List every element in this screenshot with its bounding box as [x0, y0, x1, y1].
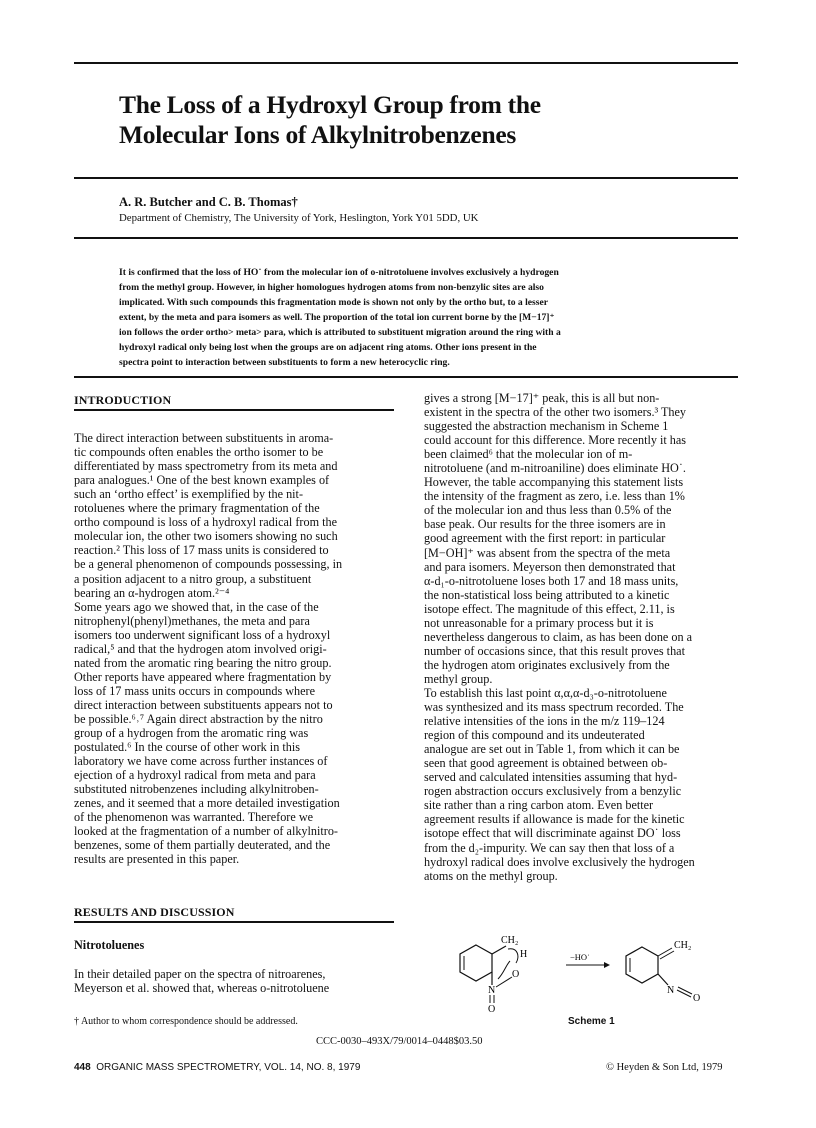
right-column-line: not unreasonable for a primary process but it is [424, 615, 654, 630]
right-column-line: atoms on the methyl group. [424, 868, 558, 883]
right-column-line: good agreement with the first report: in particular [424, 531, 666, 546]
introduction-heading: INTRODUCTION [74, 393, 172, 407]
right-column-line: the hydrogen atom originates exclusively from the [424, 657, 670, 672]
introduction-line: Other reports have appeared where fragmentation by [74, 669, 332, 684]
introduction-line: group of a hydrogen from the aromatic ring was [74, 726, 309, 741]
introduction-section [74, 393, 394, 867]
journal-citation: ORGANIC MASS SPECTROMETRY, VOL. 14, NO. 8, 1979 [96, 1062, 361, 1073]
introduction-line: loss of 17 mass units occurs in compounds where [74, 683, 316, 698]
reaction-arrow-label: −HO˙ [570, 952, 590, 962]
right-column-line: base peak. Our results for the three isomers are in [424, 517, 666, 532]
right-column-line: been claimed⁶ that the molecular ion of m- [424, 447, 633, 462]
left-ch2-label: CH₂ [501, 935, 519, 946]
footnote: † Author to whom correspondence should be addressed. [74, 1016, 298, 1027]
title-line-1: The Loss of a Hydroxyl Group from the [119, 90, 541, 119]
introduction-line: ortho compound is loss of a hydroxyl radical from the [74, 515, 337, 530]
right-column-line: isotope effect that will discriminate against DO˙ loss [424, 826, 681, 841]
right-column-line: nevertheless dangerous to claim, as has been done on a [424, 629, 693, 644]
introduction-line: ejection of a hydroxyl radical from meta and para [74, 768, 316, 783]
right-n-label: N [667, 985, 675, 996]
right-column-line: α-d₁-o-nitrotoluene loses both 17 and 18 mass units, [424, 573, 679, 588]
top-rule [74, 62, 738, 64]
right-column-line: was synthesized and its mass spectrum recorded. The [424, 700, 684, 715]
right-column-line: number of occasions since, that this result proves that [424, 643, 685, 658]
abstract-line: ion follows the order ortho> meta> para, which is attributed to substituent migration around the ring with a [119, 327, 561, 338]
right-column-line: seen that good agreement is obtained between ob- [424, 756, 668, 771]
introduction-line: results are presented in this paper. [74, 852, 240, 867]
introduction-line: radical,⁵ and that the hydrogen atom involved origi- [74, 641, 327, 656]
right-column-text [424, 391, 744, 883]
introduction-line: a position adjacent to a nitro group, a substituent [74, 571, 312, 586]
right-n-bond [658, 974, 668, 985]
abstract-line: hydroxyl radical only being lost when the groups are on adjacent ring atoms. Other ions present in the [119, 342, 537, 353]
n-atom-label: N [488, 985, 496, 996]
introduction-line: benzenes, some of them partially deuterated, and the [74, 838, 331, 853]
right-column-line: rogen abstraction occurs exclusively from a benzylic [424, 784, 682, 799]
right-ch2-double-bond-1 [658, 948, 672, 956]
abstract-line: from the methyl group. However, in higher homologues hydrogen atoms from non-benzylic sites are also [119, 282, 544, 293]
introduction-line: bearing an α-hydrogen atom.²⁻⁴ [74, 585, 230, 600]
right-column-line: However, the table accompanying this statement lists [424, 475, 684, 490]
right-column-line: hydroxyl radical does involve exclusively the hydrogen [424, 854, 695, 869]
right-column-line: analogue are set out in Table 1, from which it can be [424, 742, 680, 757]
introduction-line: nated from the aromatic ring bearing the nitro group. [74, 655, 332, 670]
abstract-line: implicated. With such compounds this fragmentation mode is shown not only by the ortho but, to a lesser [119, 297, 549, 308]
abstract-line: extent, by the meta and para isomers as well. The proportion of the total ion current borne by the [M−17]⁺ [119, 312, 555, 323]
right-ch2-double-bond-2 [660, 951, 674, 959]
introduction-line: nitrophenyl(phenyl)methanes, the meta and para [74, 613, 310, 628]
introduction-line: Some years ago we showed that, in the case of the [74, 599, 319, 614]
results-line: In their detailed paper on the spectra of nitroarenes, [74, 967, 326, 982]
introduction-line: tic compounds often enables the ortho isomer to be [74, 445, 324, 460]
left-ch2-bond [492, 946, 506, 954]
right-column-line: gives a strong [M−17]⁺ peak, this is all but non- [424, 391, 660, 405]
introduction-line: isomers too underwent significant loss of a hydroxyl [74, 627, 331, 642]
introduction-line: be a general phenomenon of compounds possessing, in [74, 557, 343, 572]
n-o-arrow [498, 961, 510, 979]
authors: A. R. Butcher and C. B. Thomas† [119, 195, 298, 209]
affiliation-rule [74, 237, 738, 239]
abstract-line: spectra point to interaction between substituents to form a new heterocyclic ring. [119, 357, 450, 368]
h-atom-label: H [520, 949, 528, 960]
right-column-line: the non-statistical loss being attributed to a kinetic [424, 587, 670, 602]
right-o-label: O [693, 993, 701, 1004]
right-column-line: existent in the spectra of the other two isomers.³ They [424, 405, 687, 420]
right-column-line: isotope effect. The magnitude of this effect, 2.11, is [424, 601, 675, 616]
o-bottom-label: O [488, 1004, 496, 1013]
right-column-line: To establish this last point α,α,α-d₃-o-nitrotoluene [424, 685, 667, 700]
affiliation: Department of Chemistry, The University of York, Heslington, York Y01 5DD, UK [119, 212, 479, 224]
scheme-1-diagram [446, 929, 736, 1013]
right-ring [626, 947, 658, 983]
paper-title [119, 90, 719, 150]
copyright: © Heyden & Son Ltd, 1979 [606, 1062, 723, 1073]
right-column-line: region of this compound and its undeuterated [424, 728, 645, 743]
introduction-line: rotoluenes where the primary fragmentation of the [74, 501, 320, 516]
right-column-line: served and calculated intensities assuming that hyd- [424, 770, 678, 785]
reaction-arrowhead [604, 962, 610, 968]
right-column-line: methyl group. [424, 671, 493, 686]
introduction-line: of the phenomenon was warranted. Therefore we [74, 810, 314, 825]
right-column-line: and para isomers. Meyerson then demonstrated that [424, 559, 676, 574]
right-ch2-label: CH₂ [674, 940, 692, 951]
introduction-line: reaction.² This loss of 17 mass units is considered to [74, 543, 329, 558]
right-column-body [424, 391, 744, 883]
results-line: Meyerson et al. showed that, whereas o-nitrotoluene [74, 981, 330, 996]
left-benzene-ring [460, 945, 492, 981]
title-line-2: Molecular Ions of Alkylnitrobenzenes [119, 120, 516, 149]
introduction-line: looked at the fragmentation of a number of alkylnitro- [74, 824, 338, 839]
results-section [74, 905, 394, 995]
right-column-line: relative intensities of the ions in the m/z 119–124 [424, 714, 665, 729]
introduction-line: such an ‘ortho effect’ is exemplified by the nit- [74, 487, 304, 502]
page-number: 448 [74, 1062, 91, 1073]
scheme-label: Scheme 1 [568, 1016, 615, 1027]
introduction-line: differentiated by mass spectrometry from its meta and [74, 459, 338, 474]
results-body [74, 967, 394, 995]
right-column-line: site rather than a ring carbon atom. Even better [424, 798, 654, 813]
introduction-line: The direct interaction between substituents in aroma- [74, 431, 334, 446]
right-column-line: of the molecular ion and thus less than 0.5% of the [424, 503, 672, 518]
introduction-line: be possible.⁶˒⁷ Again direct abstraction by the nitro [74, 711, 323, 726]
introduction-line: zenes, and it seemed that a more detailed investigation [74, 796, 340, 811]
abstract-line: It is confirmed that the loss of HO˙ from the molecular ion of o-nitrotoluene involves exclusively a hydrogen [119, 267, 559, 278]
introduction-line: para analogues.¹ One of the best known examples of [74, 473, 330, 488]
introduction-line: substituted nitrobenzenes including alkylnitroben- [74, 782, 319, 797]
abstract [119, 265, 717, 370]
introduction-line: direct interaction between substituents appears not to [74, 697, 333, 712]
right-column-line: [M−OH]⁺ was absent from the spectra of the meta [424, 545, 671, 560]
right-column-line: from the d₂-impurity. We can say then that loss of a [424, 840, 675, 855]
abstract-rule [74, 376, 738, 378]
results-heading: RESULTS AND DISCUSSION [74, 905, 235, 919]
introduction-line: molecular ion, the other two isomers showing no such [74, 529, 338, 544]
right-column-line: could account for this difference. More recently it has [424, 433, 687, 448]
o-atom-label: O [512, 969, 520, 980]
right-column-line: agreement results if allowance is made for the kinetic [424, 812, 685, 827]
journal-footer [74, 1062, 360, 1073]
title-rule [74, 177, 738, 179]
right-column-line: suggested the abstraction mechanism in Scheme 1 [424, 419, 669, 434]
right-no-double-bond-2 [677, 990, 691, 997]
nitrotoluenes-subheading: Nitrotoluenes [74, 938, 145, 953]
introduction-line: postulated.⁶ In the course of other work in this [74, 740, 300, 755]
introduction-body [74, 431, 394, 866]
introduction-line: laboratory we have come across further instances of [74, 754, 328, 769]
article-code: CCC-0030–493X/79/0014–0448$03.50 [316, 1036, 483, 1047]
right-column-line: nitrotoluene (and m-nitroaniline) does eliminate HO˙. [424, 461, 686, 476]
right-no-double-bond-1 [678, 987, 692, 994]
right-column-line: the intensity of the fragment as zero, i.e. less than 1% [424, 489, 685, 504]
